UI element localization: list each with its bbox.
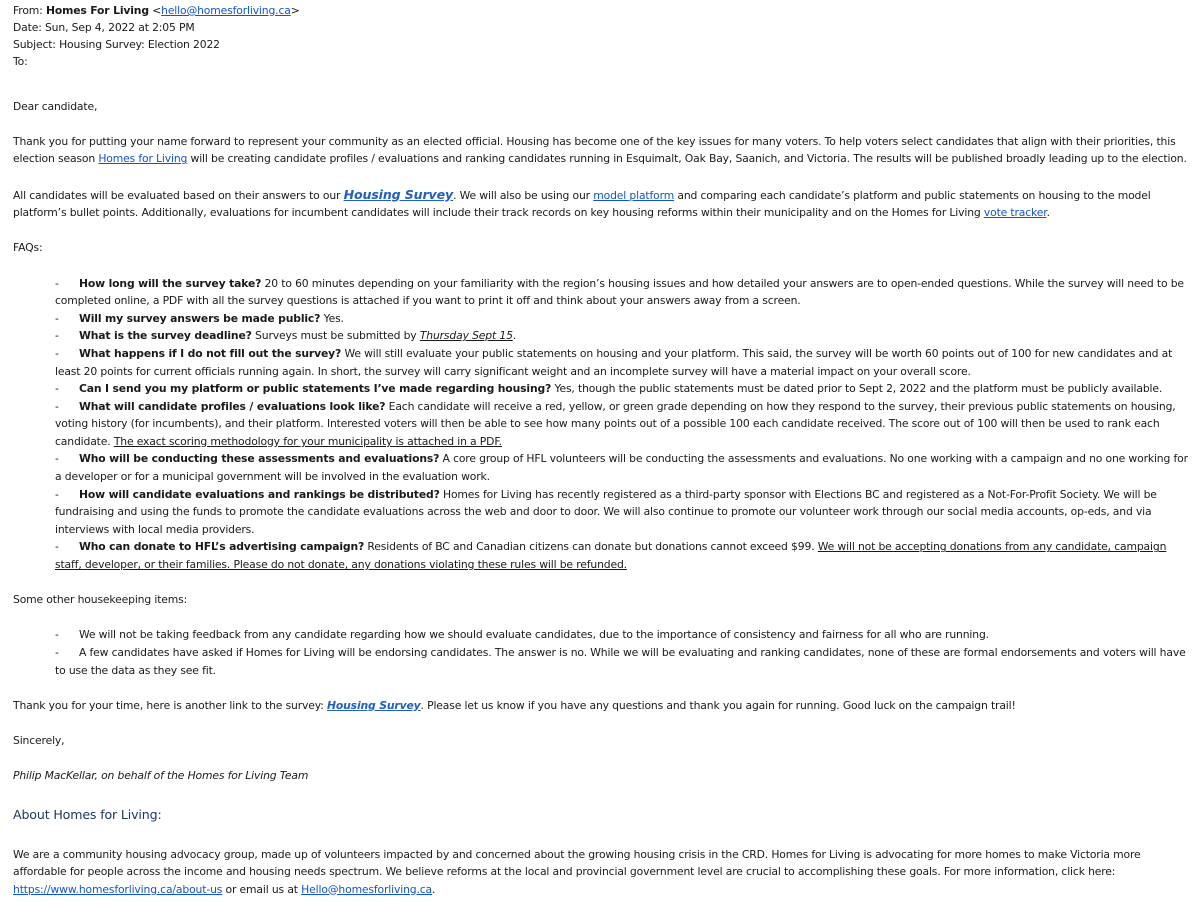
subject-line: Subject: Housing Survey: Election 2022 [13, 38, 220, 51]
closing-paragraph: Thank you for your time, here is another link to the survey: Housing Survey. Please let us know if you have any questions and thank you again for running. Good luck on the campaign trail! [13, 698, 1016, 712]
greeting: Dear candidate, [13, 99, 98, 113]
faq-item: - Who will be conducting these assessments and evaluations? A core group of HFL volunteers will be conducting the assessments and evaluations. No one working with a campaign and no one working for a developer or for a municipal government will be involved in the evaluation work. [55, 452, 1188, 484]
faq-item: - Will my survey answers be made public? Yes. [55, 311, 344, 325]
from-line: From: Homes For Living <hello@homesforliving.ca> [13, 4, 300, 17]
faq-item: - What will candidate profiles / evaluations look like? Each candidate will receive a red, yellow, or green grade depending on how they respond to the survey, their previous public statements on housing, voting history (for incumbents), and their platform. Interested voters will then be able to see how many points out of a possible 100 each candidate received. The score out of 100 will then be used to rank each candidate. The exact scoring methodology for your municipality is attached in a PDF. [55, 399, 1176, 448]
faq-list [13, 275, 1192, 574]
about-us-link[interactable]: https://www.homesforliving.ca/about-us [13, 882, 223, 896]
model-platform-link[interactable]: model platform [593, 188, 675, 202]
sincerely: Sincerely, [13, 733, 65, 747]
intro-paragraph-1: Thank you for putting your name forward to represent your community as an elected official. Housing has become one of the key issues for many voters. To help voters select candidates that align with their priorities, this election season Homes for Living will be creating candidate profiles / evaluations and ranking candidates running in Esquimalt, Oak Bay, Saanich, and Victoria. The results will be published broadly leading up to the election. [13, 134, 1187, 166]
faq-item: - What is the survey deadline? Surveys must be submitted by Thursday Sept 15. [55, 329, 517, 343]
sender-name: Homes For Living [45, 4, 149, 17]
vote-tracker-link[interactable]: vote tracker [983, 206, 1047, 220]
homes-for-living-link[interactable]: Homes for Living [98, 152, 188, 166]
housing-survey-link[interactable]: Housing Survey [343, 186, 454, 202]
sender-email-link[interactable]: hello@homesforliving.ca [161, 4, 291, 17]
email-document [0, 2, 1200, 898]
housekeeping-list [13, 626, 1192, 679]
to-line: To: [13, 55, 28, 68]
about-heading: About Homes for Living: [13, 807, 162, 823]
date-line: Date: Sun, Sep 4, 2022 at 2:05 PM [13, 21, 195, 34]
housing-survey-link-2[interactable]: Housing Survey [326, 698, 421, 712]
faqs-label: FAQs: [13, 241, 43, 255]
faq-item: - How will candidate evaluations and rankings be distributed? Homes for Living has recently registered as a third-party sponsor with Elections BC and registered as a Not-For-Profit Society. We will be fundraising and using the funds to promote the candidate evaluations across the web and door to door. We will also continue to promote our volunteer work through our social media accounts, op-eds, and via interviews with local media providers. [55, 487, 1157, 536]
signature: Philip MacKellar, on behalf of the Homes for Living Team [13, 769, 309, 783]
email-header [13, 2, 1192, 70]
housekeeping-item: - We will not be taking feedback from any candidate regarding how we should evaluate candidates, due to the importance of consistency and fairness for all who are running. [55, 628, 989, 642]
faq-item: - Can I send you my platform or public statements I’ve made regarding housing? Yes, though the public statements must be dated prior to Sept 2, 2022 and the platform must be publicly available. [55, 382, 1163, 396]
intro-paragraph-2: All candidates will be evaluated based on their answers to our Housing Survey. We will also be using our model platform and comparing each candidate’s platform and public statements on housing to the model platform’s bullet points. Additionally, evaluations for incumbent candidates will include their track records on key housing reforms within their municipality and on the Homes for Living vote tracker. [13, 186, 1151, 220]
contact-email-link[interactable]: Hello@homesforliving.ca [301, 882, 433, 896]
housekeeping-label: Some other housekeeping items: [13, 593, 188, 607]
housekeeping-item: - A few candidates have asked if Homes for Living will be endorsing candidates. The answer is no. While we will be evaluating and ranking candidates, none of these are formal endorsements and voters will have to use the data as they see fit. [55, 646, 1186, 677]
faq-item: - Who can donate to HFL’s advertising campaign? Residents of BC and Canadian citizens can donate but donations cannot exceed $99. We will not be accepting donations from any candidate, campaign staff, developer, or their families. Please do not donate, any donations violating these rules will be refunded. [55, 540, 1167, 572]
deadline-date: Thursday Sept 15 [419, 329, 513, 343]
faq-item: - How long will the survey take? 20 to 60 minutes depending on your familiarity with the region’s housing issues and how detailed your answers are to open-ended questions. While the survey will need to be completed online, a PDF with all the survey questions is attached if you want to print it off and think about your answers away from a screen. [55, 276, 1184, 308]
faq-item: - What happens if I do not fill out the survey? We will still evaluate your public statements on housing and your platform. This said, the survey will be worth 60 points out of 100 for new candidates and at least 20 points for current officials running again. In short, the survey will carry significant weight and an incomplete survey will have a material impact on your overall score. [55, 346, 1173, 378]
about-paragraph: We are a community housing advocacy group, made up of volunteers impacted by and concerned about the growing housing crisis in the CRD. Homes for Living is advocating for more homes to make Victoria more affordable for people across the income and housing needs spectrum. We believe reforms at the local and provincial government level are crucial to accomplishing these goals. For more information, click here: https://www.homesforliving.ca/about-us or email us at Hello@homesforliving.ca. [13, 847, 1141, 896]
